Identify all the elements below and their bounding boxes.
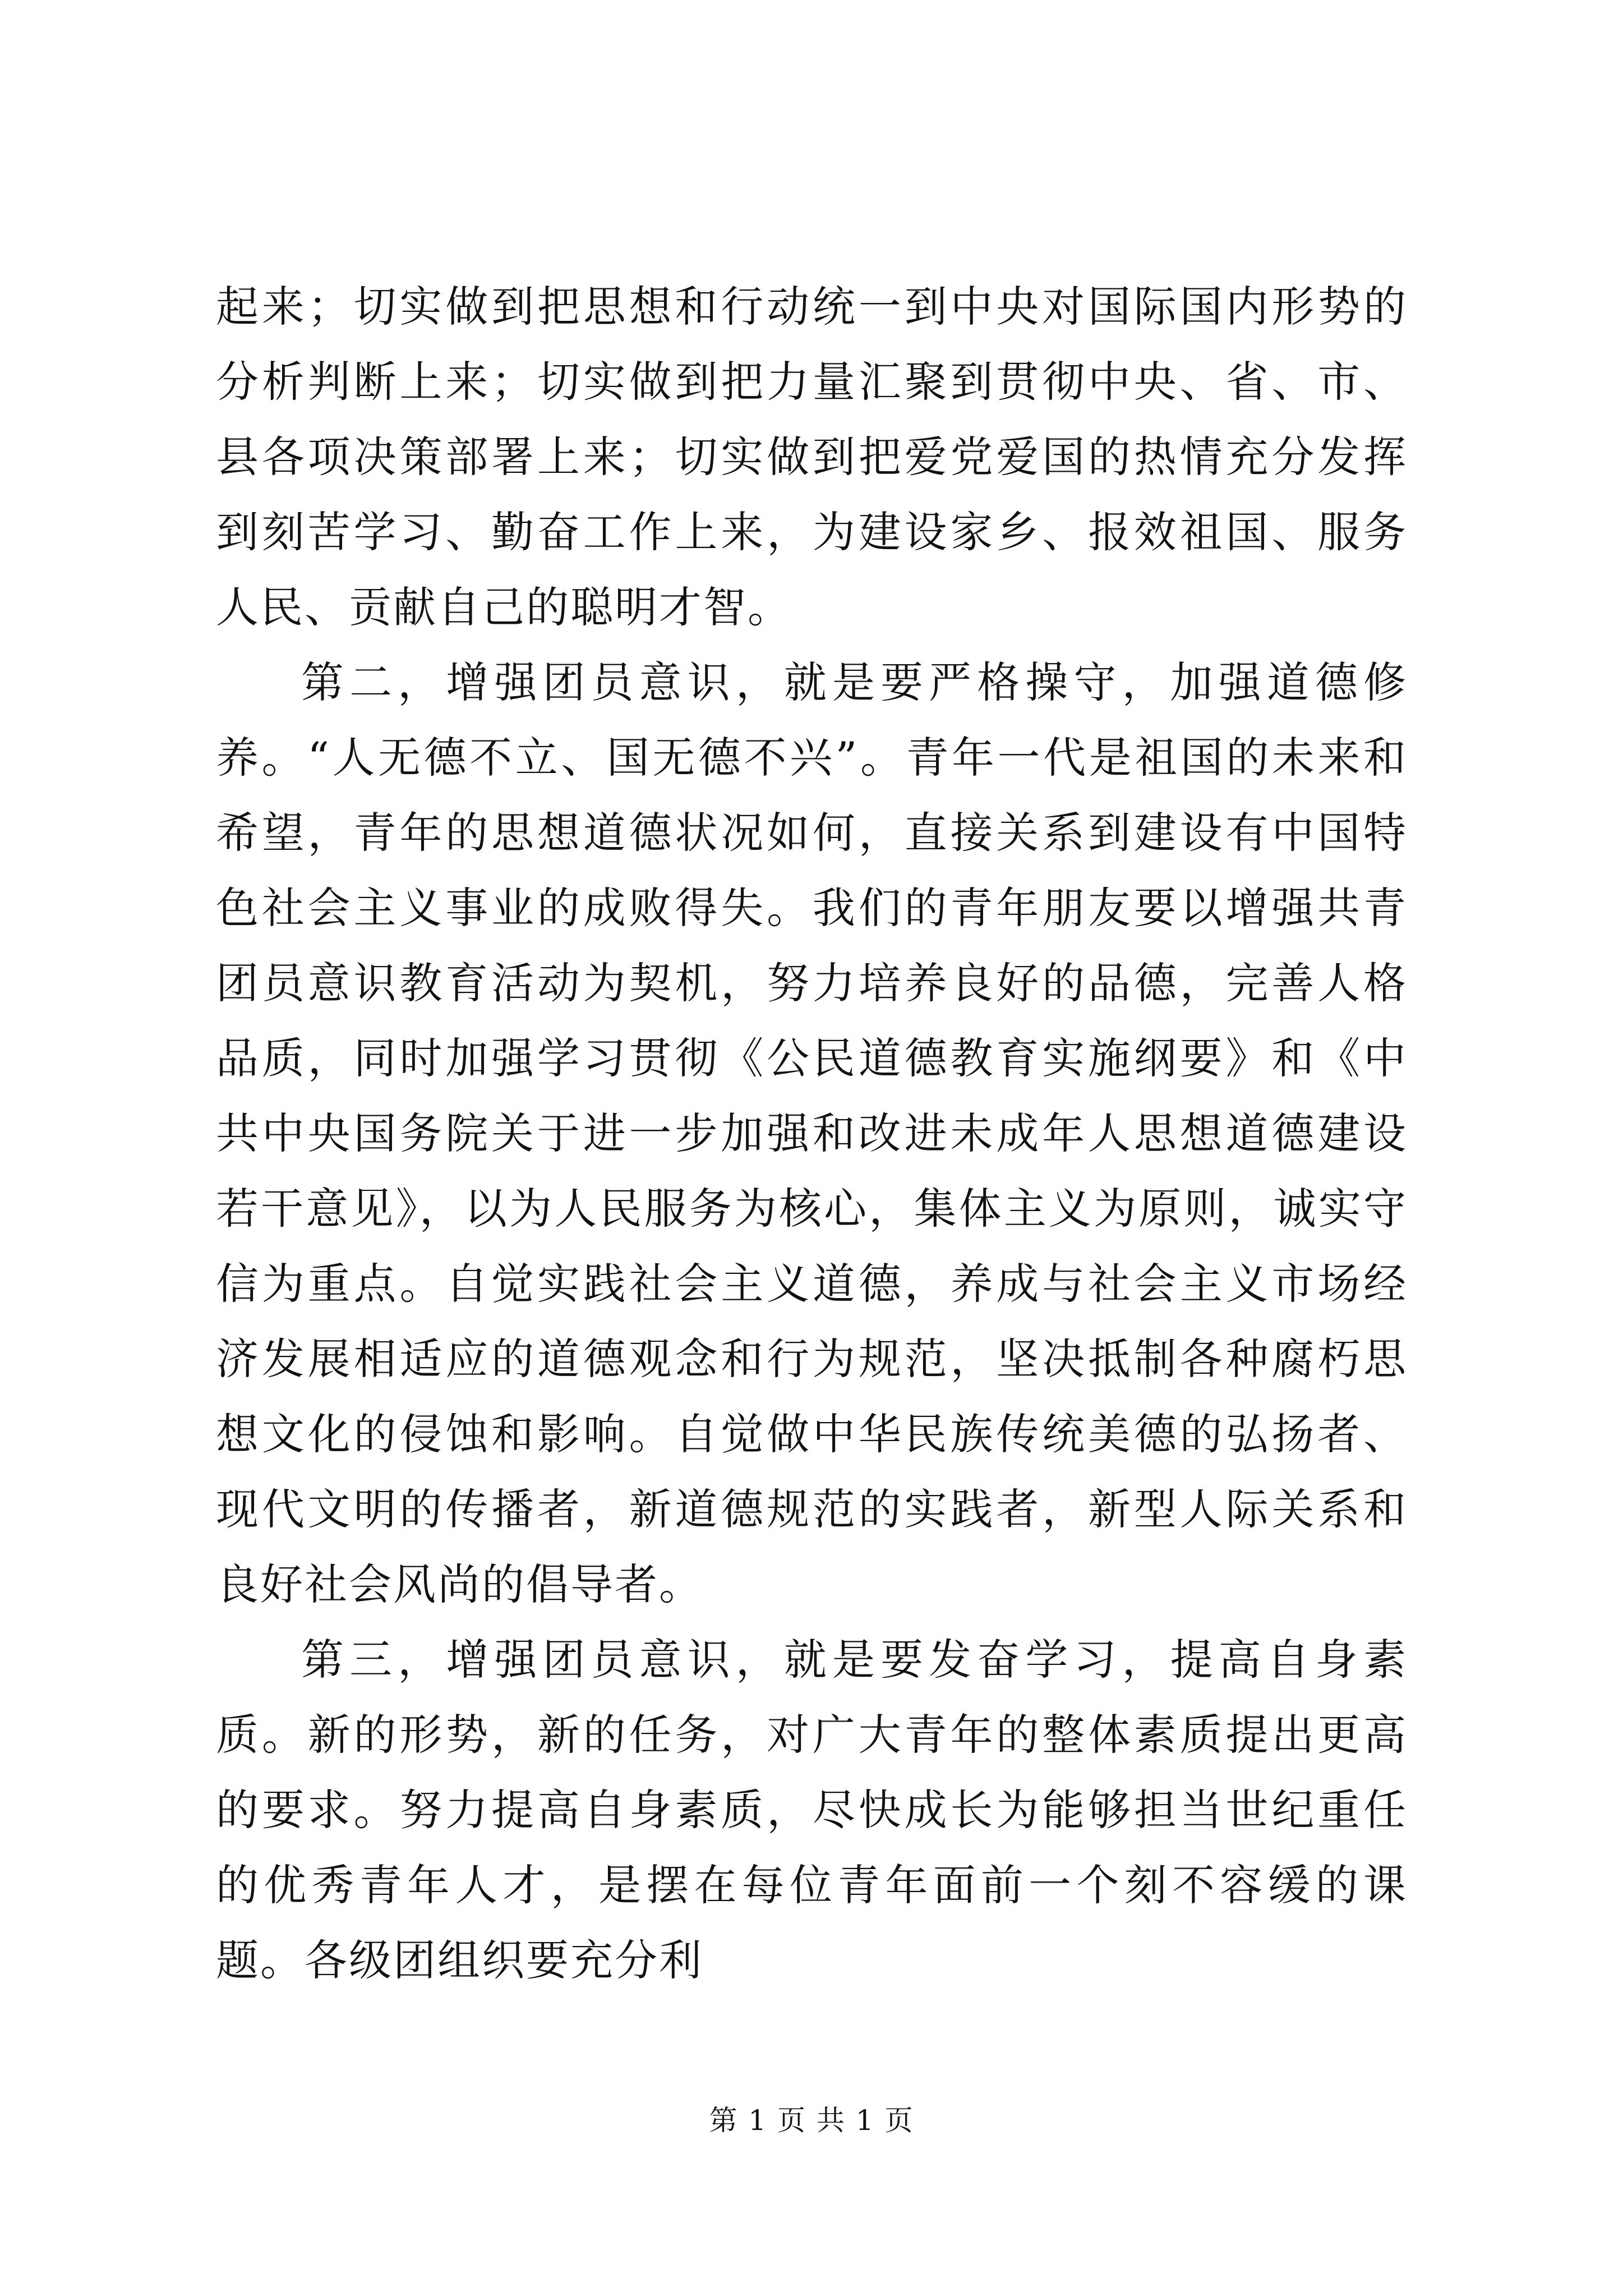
paragraph-1: 起来；切实做到把思想和行动统一到中央对国际国内形势的分析判断上来；切实做到把力量汇聚到贯彻中央、省、市、县各项决策部署上来；切实做到把爱党爱国的热情充分发挥到刻苦学习、勤奋工作上来，为建设家乡、报效祖国、服务人民、贡献自己的聪明才智。 [216,282,1408,632]
document-body [216,269,1408,1998]
paragraph-3: 第三，增强团员意识，就是要发奋学习，提高自身素质。新的形势，新的任务，对广大青年的整体素质提出更高的要求。努力提高自身素质，尽快成长为能够担当世纪重任的优秀青年人才，是摆在每位青年面前一个刻不容缓的课题。各级团组织要充分利 [216,1635,1408,1985]
page-footer: 第 1 页 共 1 页 [709,2104,914,2137]
paragraph-2: 第二，增强团员意识，就是要严格操守，加强道德修养。“人无德不立、国无德不兴”。青年一代是祖国的未来和希望，青年的思想道德状况如何，直接关系到建设有中国特色社会主义事业的成败得失。我们的青年朋友要以增强共青团员意识教育活动为契机，努力培养良好的品德，完善人格品质，同时加强学习贯彻《公民道德教育实施纲要》和《中共中央国务院关于进一步加强和改进未成年人思想道德建设若干意见》，以为人民服务为核心，集体主义为原则，诚实守信为重点。自觉实践社会主义道德，养成与社会主义市场经济发展相适应的道德观念和行为规范，坚决抵制各种腐朽思想文化的侵蚀和影响。自觉做中华民族传统美德的弘扬者、现代文明的传播者，新道德规范的实践者，新型人际关系和良好社会风尚的倡导者。 [216,657,1408,1609]
